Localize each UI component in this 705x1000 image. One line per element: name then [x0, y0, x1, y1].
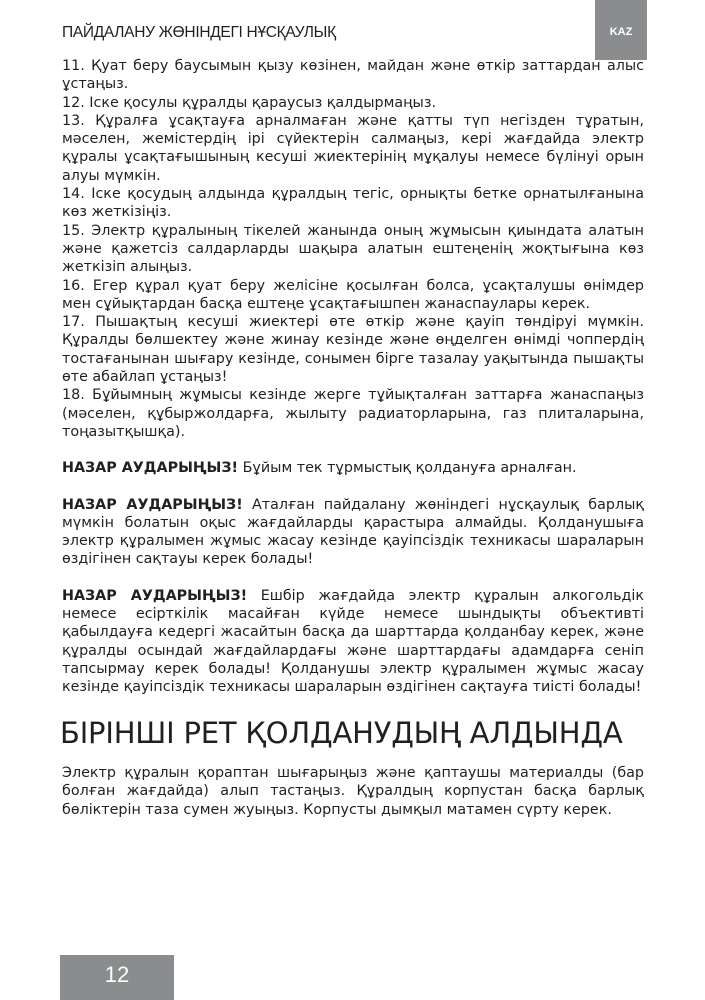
instruction-item: 13. Құралға ұсақтауға арналмаған және қатты түп негізден тұратын, мәселен, жемістердің ірі сүйектерін салмаңыз, кері жағдайда электр құралы ұсақтағышының кесуші жиектерінің мұқалуы немесе бүлінуі орын алуы мүмкін.	[62, 112, 644, 184]
warning-text: Аталған пайдалану жөніндегі нұсқаулық барлық мүмкін болатын оқыс жағдайларды қарастыра алмайды. Қолданушыға электр құралымен жұмыс жасау кезінде қауіпсіздік техникасы шараларын өздігінен сақтауы керек болады!	[62, 496, 645, 568]
warning-text: Ешбір жағдайда электр құралын алкогольдік немесе есірткілік масайған күйде немесе шындықты объективті қабылдауға кедергі жасайтын басқа да шарттарда қолданбау керек, және құралды осындай жағдайлардағы және шарттардағы адамдарға сеніп тапсырмау керек болады! Қолданушы электр құралымен жұмыс жасау кезінде қауіпсіздік техникасы шараларын өздігінен сақтауға тиісті болады!	[62, 587, 644, 696]
warning-note	[62, 459, 644, 477]
page-number: 12	[60, 955, 174, 1000]
warning-label: НАЗАР АУДАРЫҢЫЗ!	[62, 460, 239, 477]
warning-label: НАЗАР АУДАРЫҢЫЗ!	[62, 496, 243, 513]
instruction-item: 15. Электр құралының тікелей жанында оның жұмысын қиындата алатын және қажетсіз салдарларды шақыра алатын ештеңенің жоқтығына көз жеткізіп алыңыз.	[62, 222, 644, 276]
section-body: Электр құралын қораптан шығарыңыз және қаптаушы материалды (бар болған жағдайда) алып тастаңыз. Құралдың корпустан басқа барлық бөліктерін таза сумен жуыңыз. Корпусты дымқыл матамен сүрту керек.	[62, 765, 644, 818]
safety-instructions	[62, 57, 644, 697]
instruction-item: 12. Іске қосулы құралды қараусыз қалдырмаңыз.	[62, 94, 436, 111]
document-header-title: ПАЙДАЛАНУ ЖӨНІНДЕГІ НҰСҚАУЛЫҚ	[62, 24, 336, 41]
instruction-item: 17. Пышақтың кесуші жиектері өте өткір және қауіп төндіруі мүмкін. Құралды бөлшектеу және жинау кезінде және өңделген өнімді чоппердің тостағанынан шығару кезінде, сонымен бірге тазалау уақытында пышақты өте абайлап ұстаңыз!	[62, 314, 644, 386]
instruction-item: 11. Қуат беру баусымын қызу көзінен, майдан және өткір заттардан алыс ұстаңыз.	[62, 58, 644, 93]
warning-label: НАЗАР АУДАРЫҢЫЗ!	[62, 587, 248, 604]
instruction-item: 16. Егер құрал қуат беру желісіне қосылған болса, ұсақталушы өнімдер мен сұйықтардан басқа ештеңе ұсақтағышпен жанаспаулары керек.	[62, 277, 644, 312]
warning-note	[62, 496, 644, 569]
section-heading: БІРІНШІ РЕТ ҚОЛДАНУДЫҢ АЛДЫНДА	[60, 716, 623, 750]
instruction-item: 14. Іске қосудың алдында құралдың тегіс, орнықты бетке орнатылғанына көз жеткізіңіз.	[62, 186, 644, 221]
warning-text: Бұйым тек тұрмыстық қолдануға арналған.	[238, 460, 577, 477]
language-tab: KAZ	[595, 0, 647, 60]
instruction-item: 18. Бұйымның жұмысы кезінде жерге тұйықталған заттарға жанаспаңыз (мәселен, құбыржолдарға, жылыту радиаторларына, газ плиталарына, тоңазытқышқа).	[62, 387, 644, 440]
warning-note	[62, 587, 644, 697]
